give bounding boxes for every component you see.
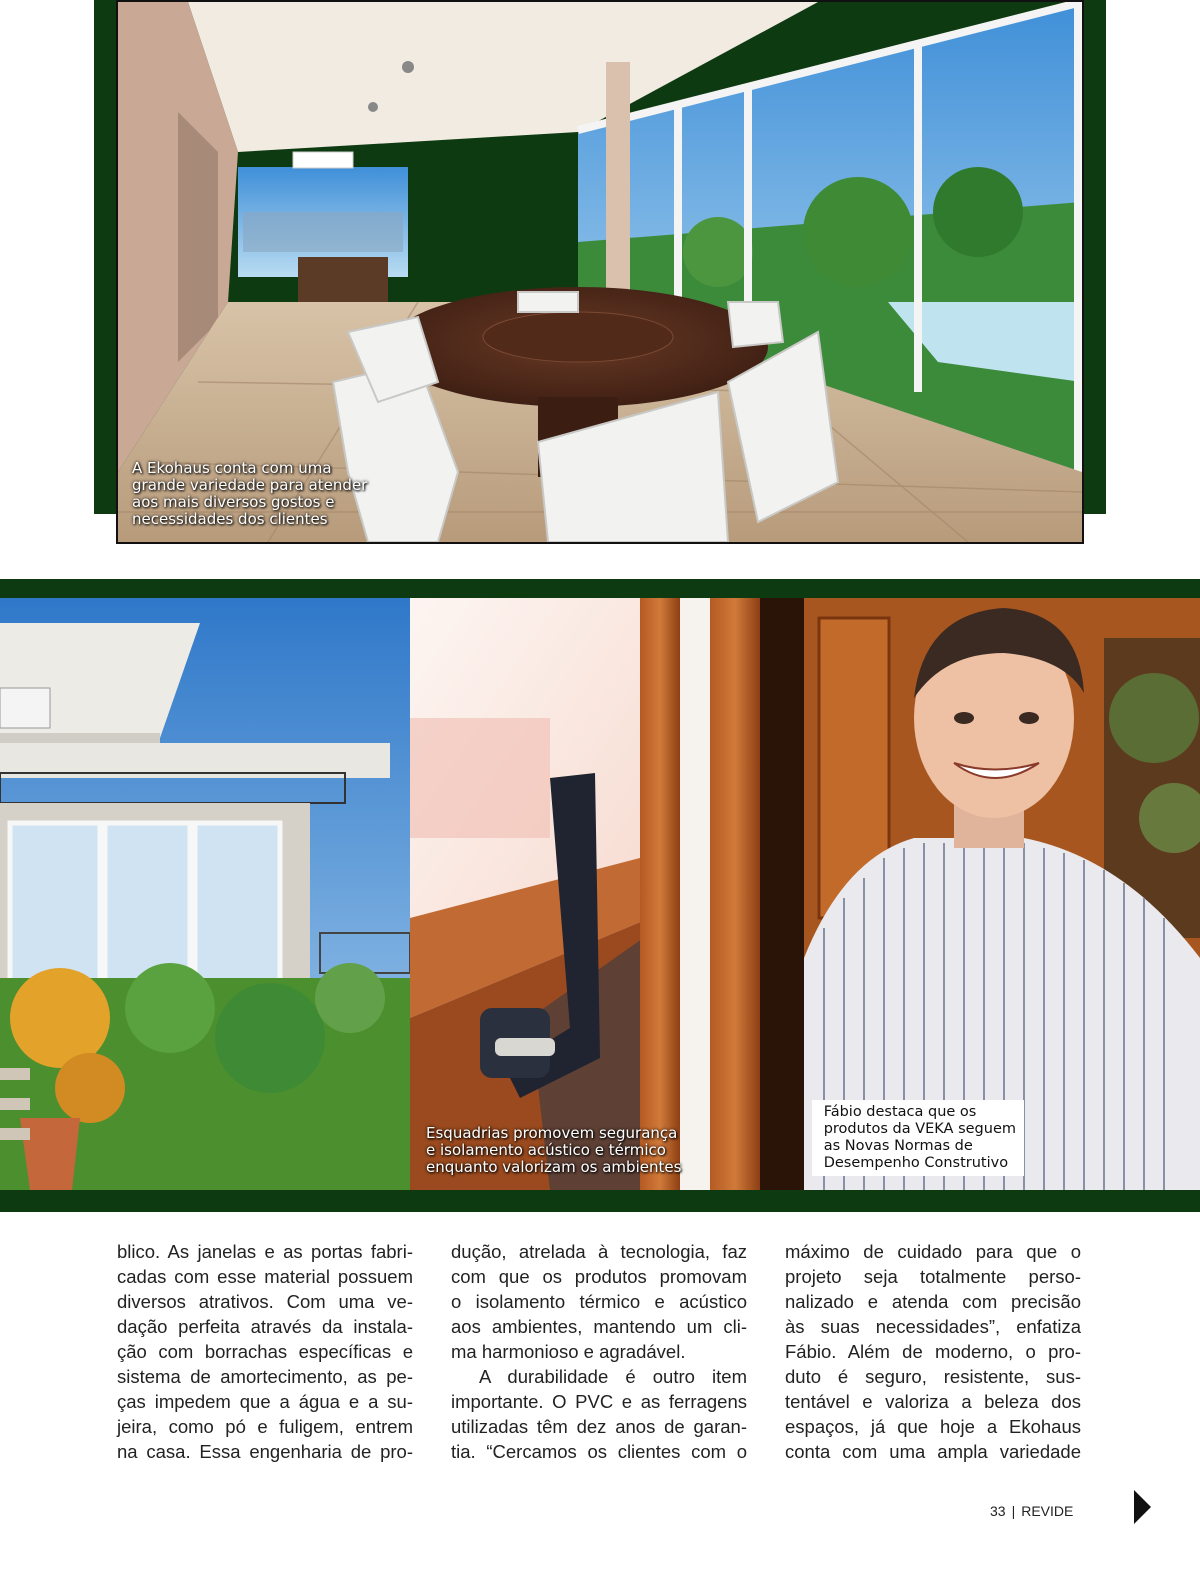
col2-line: com que os produtos promovam	[451, 1266, 747, 1287]
next-page-arrow-icon[interactable]	[1134, 1490, 1151, 1524]
col3-line: projeto seja totalmente perso-	[785, 1266, 1081, 1287]
veranda-dining-photo	[116, 0, 1084, 544]
col3-line: Fábio. Além de moderno, o pro-	[785, 1341, 1081, 1362]
veranda-caption: A Ekohaus conta com uma grande variedade para atender aos mais diversos gostos e necessidades dos clientes	[132, 459, 368, 528]
col1-line: cadas com esse material possuem	[117, 1266, 413, 1287]
col3-line: nalizado e atenda com precisão	[785, 1291, 1081, 1312]
col2-line: o isolamento térmico e acústico	[451, 1291, 747, 1312]
page-footer	[990, 1503, 1073, 1519]
col1-line: ças impedem que a água e a su-	[117, 1391, 413, 1412]
col1-line: diversos atrativos. Com uma ve-	[117, 1291, 413, 1312]
col3-line: espaços, já que hoje a Ekohaus	[785, 1416, 1081, 1437]
col3-line: tentável e valoriza a beleza dos	[785, 1391, 1081, 1412]
window-illustration	[410, 598, 804, 1190]
col3-line: máximo de cuidado para que o	[785, 1241, 1081, 1262]
col2-line: dução, atrelada à tecnologia, faz	[451, 1241, 747, 1262]
fabio-caption: Fábio destaca que os produtos da VEKA seguem as Novas Normas de Desempenho Construtivo	[812, 1100, 1024, 1176]
article-column-1	[117, 1239, 413, 1464]
col3-line: duto é seguro, resistente, sus-	[785, 1366, 1081, 1387]
col1-line: dação perfeita através da instala-	[117, 1316, 413, 1337]
col2-line: ma harmonioso e agradável.	[451, 1341, 686, 1362]
col2-line: A durabilidade é outro item	[479, 1366, 747, 1387]
col1-line: ção com borrachas específicas e	[117, 1341, 413, 1362]
house-illustration	[0, 598, 410, 1190]
house-exterior-photo	[0, 598, 410, 1190]
col2-line: aos ambientes, mantendo um cli-	[451, 1316, 747, 1337]
col1-line: na casa. Essa engenharia de pro-	[117, 1441, 413, 1462]
col1-line: sistema de amortecimento, as pe-	[117, 1366, 413, 1387]
col1-line: blico. As janelas e as portas fabri-	[117, 1241, 413, 1262]
col3-line: às suas necessidades”, enfatiza	[785, 1316, 1081, 1337]
col2-line: tia. “Cercamos os clientes com o	[451, 1441, 747, 1462]
col1-line: jeira, como pó e fuligem, entrem	[117, 1416, 413, 1437]
col2-line: importante. O PVC e as ferragens	[451, 1391, 747, 1412]
col2-line: utilizadas têm dez anos de garan-	[451, 1416, 747, 1437]
article-column-3	[785, 1239, 1081, 1464]
magazine-name: REVIDE	[1021, 1503, 1074, 1519]
article-column-2	[451, 1239, 747, 1464]
window-caption: Esquadrias promovem segurança e isolamento acústico e térmico enquanto valorizam os ambientes	[426, 1124, 682, 1176]
window-handle-photo	[410, 598, 804, 1190]
page-number: 33	[990, 1503, 1006, 1519]
footer-separator: |	[1011, 1503, 1016, 1519]
fabio-portrait-photo	[804, 598, 1200, 1190]
col3-line: conta com uma ampla variedade	[785, 1441, 1081, 1462]
